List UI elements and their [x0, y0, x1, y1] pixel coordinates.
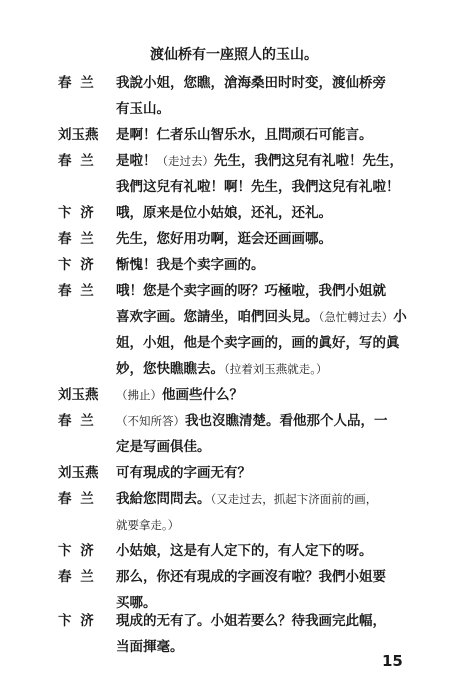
dialogue-text: 先生，我們这兒有礼啦！先生，: [214, 153, 403, 169]
speaker-name: 卞 济: [58, 613, 96, 629]
dialogue-text: 我也沒瞧清楚。看他那个人品，一: [185, 413, 388, 429]
speaker-name: 春 兰: [58, 413, 96, 429]
dialogue-continuation: 买哪。: [116, 595, 157, 611]
dialogue-continuation: 姐，小姐，他是个卖字画的，画的眞好，写的眞: [116, 335, 400, 351]
dialogue-continuation: 有玉山。: [116, 101, 170, 117]
dialogue-line: 哦，原来是位小姑娘，还礼，还礼。: [116, 205, 332, 221]
dialogue-line: 那么，你还有現成的字画沒有啦？我們小姐要: [116, 569, 386, 585]
speaker-name: 春 兰: [58, 231, 96, 247]
dialogue-line: 可有現成的字画无有？: [116, 465, 251, 481]
stage-direction: （不知所答）: [116, 414, 185, 428]
speaker-name: 春 兰: [58, 569, 96, 585]
dialogue-line: 小姑娘，这是有人定下的，有人定下的呀。: [116, 543, 373, 559]
speaker-name: 刘玉燕: [58, 465, 99, 481]
stage-direction: （拂止）: [116, 388, 162, 402]
dialogue-text: 是啦！: [116, 153, 157, 169]
scene-heading: 渡仙桥有一座照人的玉山。: [150, 47, 318, 63]
dialogue-line: 現成的无有了。小姐若要么？待我画完此幅，: [116, 613, 386, 629]
speaker-name: 春 兰: [58, 491, 96, 507]
page-number: 15: [382, 652, 403, 670]
dialogue-line: 惭愧！我是个卖字画的。: [116, 257, 265, 273]
speaker-name: 卞 济: [58, 205, 96, 221]
stage-direction: （拉着刘玉燕就走。）: [224, 362, 328, 376]
dialogue-continuation: [116, 356, 328, 382]
dialogue-text: 喜欢字画。您請坐，咱們回头見。: [116, 309, 319, 325]
dialogue-continuation: 我們这兒有礼啦！啊！先生，我們这兒有礼啦！: [116, 179, 400, 195]
stage-direction: （急忙轉过去）: [318, 310, 394, 324]
dialogue-line: 是啊！仁者乐山智乐水，且問顽石可能言。: [116, 127, 373, 143]
dialogue-continuation: 定是写画俱佳。: [116, 439, 211, 455]
speaker-name: 卞 济: [58, 543, 96, 559]
dialogue-line: 我說小姐，您瞧，滄海桑田时时变，渡仙桥旁: [116, 75, 386, 91]
dialogue-line: 哦！您是个卖字画的呀？巧極啦，我們小姐就: [116, 283, 386, 299]
dialogue-text: 他画些什么？: [162, 387, 243, 403]
dialogue-continuation: [116, 512, 179, 538]
stage-direction: （走过去）: [156, 154, 214, 168]
speaker-name: 春 兰: [58, 153, 96, 169]
speaker-name: 卞 济: [58, 257, 96, 273]
dialogue-line: [116, 408, 388, 434]
speaker-name: 春 兰: [58, 75, 96, 91]
dialogue-line: 先生，您好用功啊，逛会还画画哪。: [116, 231, 332, 247]
speaker-name: 刘玉燕: [58, 387, 99, 403]
dialogue-text: 妙，您快瞧瞧去。: [116, 361, 224, 377]
dialogue-text: 小: [393, 309, 407, 325]
dialogue-continuation: [116, 304, 407, 330]
stage-direction: 就要拿走。）: [116, 518, 180, 532]
speaker-name: 春 兰: [58, 283, 96, 299]
dialogue-line: [116, 148, 403, 174]
dialogue-continuation: 当面揮毫。: [116, 639, 184, 655]
dialogue-text: 我給您問問去。: [116, 491, 211, 507]
dialogue-line: [116, 486, 377, 512]
dialogue-line: [116, 382, 243, 408]
stage-direction: （又走过去，抓起卞济面前的画，: [210, 492, 378, 506]
speaker-name: 刘玉燕: [58, 127, 99, 143]
